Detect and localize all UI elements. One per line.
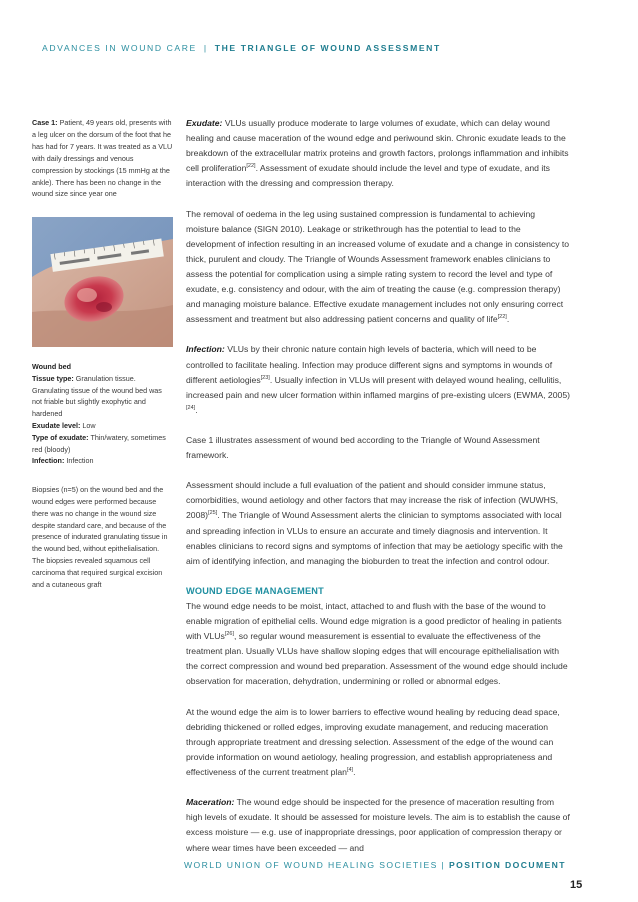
infection-note: Infection: Infection (32, 456, 94, 466)
header-series-title: ADVANCES IN WOUND CARE (42, 43, 197, 53)
running-header (42, 43, 441, 53)
wound-photo-image (32, 217, 173, 347)
reference: [4] (346, 767, 354, 774)
biopsy-note: Biopsies (n=5) on the wound bed and the wound edges were performed because there was no change in the wound size despite standard care, and because of the presence of indurated granulating tissue in the wound bed, without epithelialisation. The biopsies revealed squamous cell carcinoma that required surgical excision and a cutaneous graft (32, 485, 168, 589)
case-label: Case 1: (32, 118, 58, 127)
exudate-level-note: Exudate level: Low (32, 420, 96, 430)
reference: [25] (208, 510, 218, 517)
running-footer (184, 860, 566, 870)
page-number: 15 (570, 879, 583, 891)
header-separator: | (203, 43, 208, 53)
oedema-paragraph: The removal of oedema in the leg using sustained compression is fundamental to achieving moisture balance (SIGN 2010). Leakage or strikethrough has the potential to lead to the development of infection resulting in an increased volume of exudate and a change in consistency to thick, purulent and cloudy. The Triangle of Wounds Assessment framework enables clinicians to assess the potential for complication using a simple rating system to record the level and type of exudate, e.g. consistency and odour, with the aim of treating the cause (e.g. compression therapy) and managing moisture balance. Effective exudate management includes not only ensuring correct assessment and treatment but also addressing patient concerns and quality of life[22]. (186, 208, 570, 325)
reference: [22] (497, 314, 507, 321)
header-section-title: THE TRIANGLE OF WOUND ASSESSMENT (214, 43, 441, 53)
case-reference-paragraph: Case 1 illustrates assessment of wound bed according to the Triangle of Wound Assessment framework. (186, 434, 540, 461)
maceration-paragraph: Maceration: The wound edge should be inspected for the presence of maceration resulting from high levels of exudate. It should be assessed for moisture levels. The aim is to establish the cause of excess moisture — e.g. use of inappropriate dressings, poor application of compression therapy or where wear times have been exceeded — and (186, 797, 570, 853)
wound-edge-heading: WOUND EDGE MANAGEMENT (186, 585, 324, 596)
exudate-paragraph: Exudate: VLUs usually produce moderate to large volumes of exudate, which can delay wound healing and cause maceration of the wound edge and periwound skin. Chronic exudate leads to the breakdown of the extracellular matrix proteins and growth factors, prolongs inflammation and inhibits cell proliferation[22]. Assessment of exudate should include the level and type of exudate, and its interaction with the dressing and compression therapy. (186, 118, 569, 189)
reference: [22] (246, 163, 256, 170)
wound-bed-notes (32, 361, 173, 467)
reference: [26] (224, 631, 235, 638)
footer-separator: | (441, 860, 446, 870)
assessment-paragraph: Assessment should include a full evaluation of the patient and should consider immune status, comorbidities, wound aetiology and other factors that may increase the risk of infection (WUWHS, 2008)[25]. The Triangle of Wound Assessment alerts the clinician to symptoms associated with local and spreading infection in VLUs to ensure an accurate and timely diagnosis and intervention. It enables clinicians to record signs and symptoms of infection that may be aetiology specific with the aim of identifying infection, and managing the bioburden to treat the infection and control odour. (186, 480, 563, 566)
reference: [24] (186, 404, 196, 411)
wound-bed-heading: Wound bed (32, 362, 71, 371)
exudate-title: Exudate: (186, 118, 223, 128)
reference: [23] (260, 374, 270, 381)
main-text-column (186, 116, 570, 871)
maceration-title: Maceration: (186, 797, 235, 808)
infection-paragraph: Infection: VLUs by their chronic nature contain high levels of bacteria, which will need to be controlled to facilitate healing. Infection may produce different signs and symptoms in wounds of different aetiologies[23]. Usually infection in VLUs will present with delayed wound healing, cellulitis, increased pain and new ulcer formation within inflamed margins of pre-existing ulcers (EWMA, 2005)[24]. (186, 344, 570, 415)
wound-edge-aim-paragraph: At the wound edge the aim is to lower barriers to effective wound healing by reducing dead space, debriding thickened or rolled edges, improving exudate management, and reducing maceration through appropriate treatment and dressing selection. Assessment of the edge of the wound can provide information on wound aetiology, healing progression, and establish appropriateness and effectiveness of the current treatment plan[4]. (186, 706, 560, 778)
case-paragraph (32, 117, 173, 200)
wound-photo (32, 217, 173, 347)
footer-document-type: POSITION DOCUMENT (448, 860, 566, 870)
wound-edge-paragraph: The wound edge needs to be moist, intact, attached to and flush with the base of the wound to enable migration of epithelial cells. Wound edge migration is a good predictor of healing in patients with VLUs[26], so regular wound measurement is essential to evaluate the effectiveness of the treatment plan. Usually VLUs have shallow sloping edges that will encourage epithelialisation with the correct compression and wound bed preparation. Assessment of the wound edge should include observation for maceration, dehydration, undermining or rolled or abnormal edges. (186, 601, 568, 687)
infection-title: Infection: (186, 344, 225, 355)
tissue-type-note: Tissue type: Granulation tissue. Granulating tissue of the wound bed was not friable but slightly exophytic and hardened (32, 373, 162, 419)
case-description (32, 117, 173, 200)
exudate-type-note: Type of exudate: Thin/watery, sometimes red (bloody) (32, 432, 166, 454)
footer-organisation: WORLD UNION OF WOUND HEALING SOCIETIES (184, 860, 438, 870)
case-text: Patient, 49 years old, presents with a leg ulcer on the dorsum of the foot that he has had for 7 years. It was treated as a VLU with daily dressings and venous compression by stockings (15 mmHg at the ankle). There has been no change in the wound size since year one (32, 118, 173, 199)
